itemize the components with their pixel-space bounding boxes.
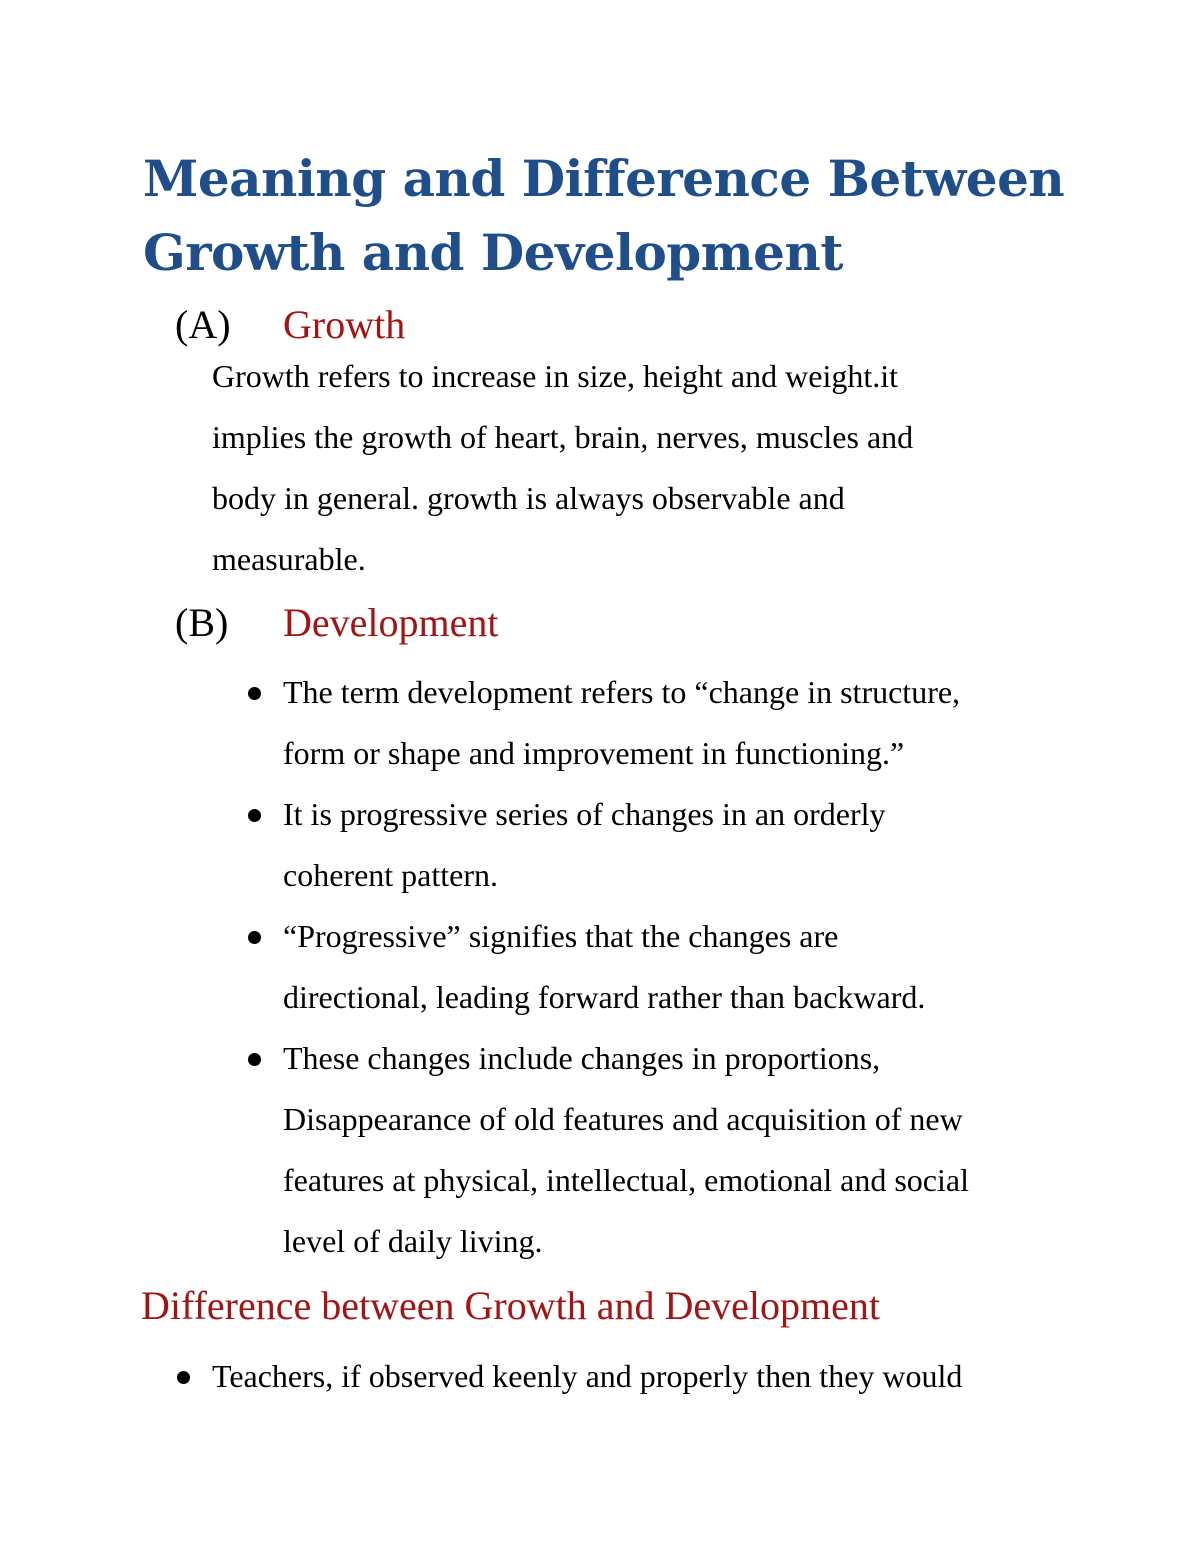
bullet-line: Disappearance of old features and acquisition of new [283, 1101, 963, 1137]
development-bullet [283, 662, 1073, 784]
bullet-dot-icon [248, 931, 261, 944]
bullet-line: It is progressive series of changes in an orderly [283, 796, 886, 832]
growth-paragraph-line: Growth refers to increase in size, height and weight.it [212, 358, 898, 394]
section-b-label: Development [283, 600, 499, 645]
development-bullet [283, 906, 1073, 1028]
difference-heading: Difference between Growth and Development [141, 1283, 880, 1328]
bullet-line: These changes include changes in proportions, [283, 1040, 881, 1076]
section-a-marker: (A) [175, 302, 231, 347]
bullet-line: features at physical, intellectual, emotional and social [283, 1162, 969, 1198]
document-title [143, 142, 1123, 290]
growth-paragraph-line: measurable. [212, 541, 366, 577]
difference-bullet [212, 1346, 1092, 1407]
bullet-dot-icon [248, 687, 261, 700]
growth-paragraph [212, 346, 1032, 590]
section-a-label: Growth [283, 302, 406, 347]
growth-paragraph-line: implies the growth of heart, brain, nerves, muscles and [212, 419, 914, 455]
bullet-line: The term development refers to “change in structure, [283, 674, 961, 710]
bullet-line: level of daily living. [283, 1223, 543, 1259]
development-bullet [283, 784, 1073, 906]
bullet-line: form or shape and improvement in functioning.” [283, 735, 905, 771]
bullet-line: coherent pattern. [283, 857, 498, 893]
difference-bullet-list [212, 1346, 1092, 1407]
bullet-dot-icon [248, 1053, 261, 1066]
bullet-line: “Progressive” signifies that the changes are [283, 918, 839, 954]
bullet-line: directional, leading forward rather than backward. [283, 979, 926, 1015]
section-b-marker: (B) [175, 600, 229, 645]
development-bullet [283, 1028, 1073, 1272]
title-line-1: Meaning and Difference Between [143, 149, 1065, 208]
bullet-line: Teachers, if observed keenly and properly then they would [212, 1358, 963, 1394]
title-line-2: Growth and Development [143, 223, 843, 282]
growth-paragraph-line: body in general. growth is always observable and [212, 480, 845, 516]
bullet-dot-icon [248, 809, 261, 822]
development-bullet-list [283, 662, 1073, 1272]
bullet-dot-icon [177, 1371, 190, 1384]
